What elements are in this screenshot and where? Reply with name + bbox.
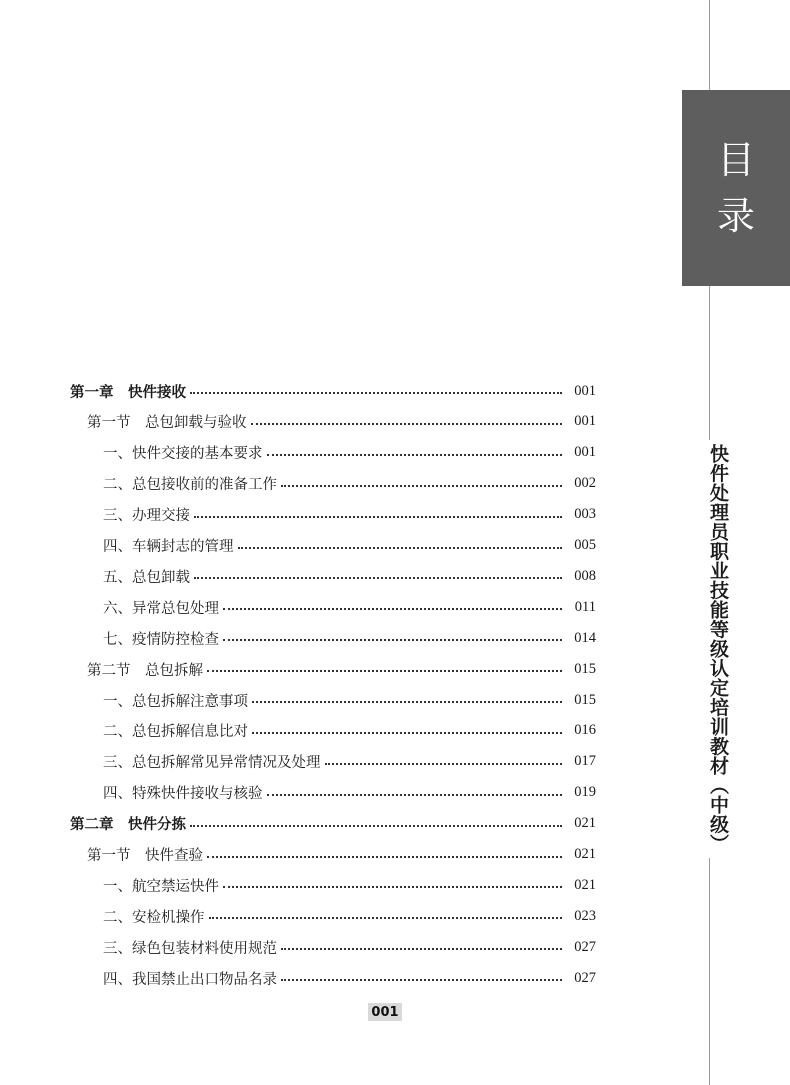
toc-leader-dots (281, 979, 562, 981)
toc-entry-page: 023 (574, 907, 596, 924)
toc-chapter-row[interactable] (70, 376, 596, 406)
toc-entry-page: 021 (574, 846, 596, 862)
toc-entry-title: 第一章 快件接收 (70, 384, 186, 401)
toc-entry-title: 二、总包拆解信息比对 (103, 724, 248, 741)
toc-entry-title: 一、快件交接的基本要求 (103, 446, 263, 463)
toc-entry-title: 四、特殊快件接收与核验 (103, 786, 263, 803)
toc-leader-dots (209, 917, 563, 919)
toc-entry-page: 015 (574, 660, 596, 677)
toc-entry-title: 五、总包卸载 (103, 569, 190, 586)
toc-leader-dots (252, 701, 562, 703)
toc-item-row[interactable] (103, 685, 596, 715)
toc-section-row[interactable] (87, 840, 596, 870)
toc-item-row[interactable] (103, 747, 596, 777)
toc-leader-dots (194, 577, 562, 579)
toc-entry-title: 第二节 总包拆解 (87, 662, 203, 679)
toc-entry-title: 一、航空禁运快件 (103, 878, 219, 895)
toc-leader-dots (281, 485, 562, 487)
toc-item-row[interactable] (103, 500, 596, 530)
toc-leader-dots (223, 886, 562, 888)
book-title-vertical: 快件处理员职业技能等级认定培训教材（中级） (692, 440, 732, 858)
toc-entry-title: 二、总包接收前的准备工作 (103, 477, 277, 494)
toc-entry-page: 014 (574, 629, 596, 646)
toc-entry-page: 017 (574, 753, 596, 770)
contents-tab-char-2: 录 (716, 194, 755, 238)
toc-entry-page: 005 (574, 537, 596, 553)
toc-item-row[interactable] (103, 531, 596, 561)
toc-entry-page: 001 (574, 413, 596, 430)
contents-tab-char-1: 目 (716, 138, 755, 182)
toc-entry-page: 019 (574, 784, 596, 801)
toc-entry-title: 七、疫情防控检查 (103, 631, 219, 648)
toc-entry-title: 六、异常总包处理 (103, 600, 219, 617)
toc-leader-dots (267, 794, 563, 796)
toc-entry-title: 第一节 总包卸载与验收 (87, 415, 247, 432)
toc-leader-dots (223, 608, 562, 610)
page-number: 001 (368, 1003, 402, 1021)
toc-item-row[interactable] (103, 901, 596, 931)
toc-entry-title: 四、车辆封志的管理 (103, 539, 234, 555)
toc-leader-dots (190, 392, 562, 394)
contents-tab (682, 90, 790, 286)
toc-entry-page: 003 (574, 506, 596, 523)
toc-item-row[interactable] (103, 778, 596, 808)
toc-leader-dots (223, 639, 562, 641)
toc-leader-dots (238, 547, 563, 549)
toc-entry-page: 001 (574, 444, 596, 461)
toc-item-row[interactable] (103, 870, 596, 900)
toc-item-row[interactable] (103, 561, 596, 591)
toc-leader-dots (190, 825, 562, 827)
toc-leader-dots (194, 516, 562, 518)
toc-entry-page: 015 (574, 691, 596, 708)
toc-entry-page: 002 (574, 475, 596, 492)
toc-entry-title: 第二章 快件分拣 (70, 817, 186, 834)
toc-entry-page: 008 (574, 567, 596, 584)
toc-item-row[interactable] (103, 932, 596, 962)
toc-leader-dots (207, 856, 562, 858)
toc-leader-dots (325, 763, 563, 765)
toc-entry-title: 第一节 快件查验 (87, 848, 203, 864)
toc-item-row[interactable] (103, 592, 596, 622)
toc-entry-page: 021 (574, 815, 596, 832)
toc-entry-page: 001 (574, 382, 596, 399)
toc-entry-title: 一、总包拆解注意事项 (103, 693, 248, 710)
toc-item-row[interactable] (103, 469, 596, 499)
toc-entry-title: 二、安检机操作 (103, 909, 205, 926)
toc-item-row[interactable] (103, 623, 596, 653)
toc-leader-dots (252, 732, 562, 734)
toc-entry-title: 三、办理交接 (103, 508, 190, 525)
toc-entry-title: 四、我国禁止出口物品名录 (103, 971, 277, 988)
toc-item-row[interactable] (103, 438, 596, 468)
toc-leader-dots (267, 454, 563, 456)
toc-leader-dots (281, 948, 562, 950)
toc-item-row[interactable] (103, 963, 596, 993)
toc-entry-page: 027 (574, 969, 596, 986)
toc-leader-dots (251, 423, 563, 425)
toc-entry-page: 027 (574, 938, 596, 955)
toc-entry-title: 三、绿色包装材料使用规范 (103, 940, 277, 957)
toc-item-row[interactable] (103, 716, 596, 746)
toc-entry-title: 三、总包拆解常见异常情况及处理 (103, 755, 321, 772)
toc-entry-page: 011 (574, 598, 596, 615)
toc-section-row[interactable] (87, 407, 596, 437)
toc-chapter-row[interactable] (70, 809, 596, 839)
toc-section-row[interactable] (87, 654, 596, 684)
toc-leader-dots (207, 670, 562, 672)
toc-entry-page: 021 (574, 876, 596, 893)
toc-entry-page: 016 (574, 722, 596, 739)
